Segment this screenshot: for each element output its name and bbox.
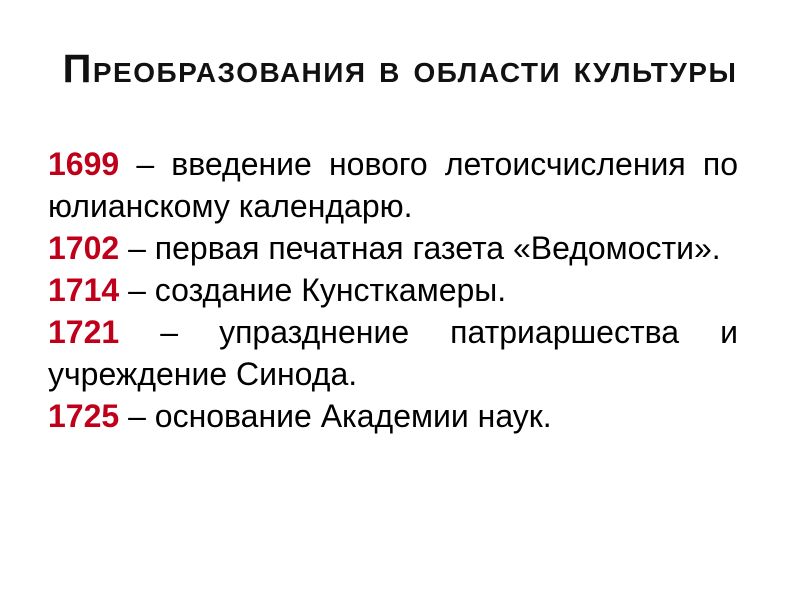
event-text: – создание Кунсткамеры. [119, 272, 507, 308]
event-list [48, 143, 738, 437]
event-text: – основание Академии наук. [119, 398, 552, 434]
event-text: – первая печатная газета «Ведомости». [119, 230, 721, 266]
event-item [48, 143, 738, 227]
event-year: 1702 [48, 230, 120, 266]
event-text: – введение нового летоисчисления по юлианскому календарю. [48, 146, 738, 224]
event-item [48, 227, 738, 269]
event-item [48, 269, 738, 311]
slide-title: Преобразования в области культуры [62, 47, 738, 91]
event-item [48, 311, 738, 395]
event-text: – упразднение патриаршества и учреждение Синода. [48, 314, 738, 392]
event-year: 1699 [48, 146, 120, 182]
event-year: 1721 [48, 314, 120, 350]
event-item [48, 395, 738, 437]
event-year: 1714 [48, 272, 120, 308]
event-year: 1725 [48, 398, 120, 434]
